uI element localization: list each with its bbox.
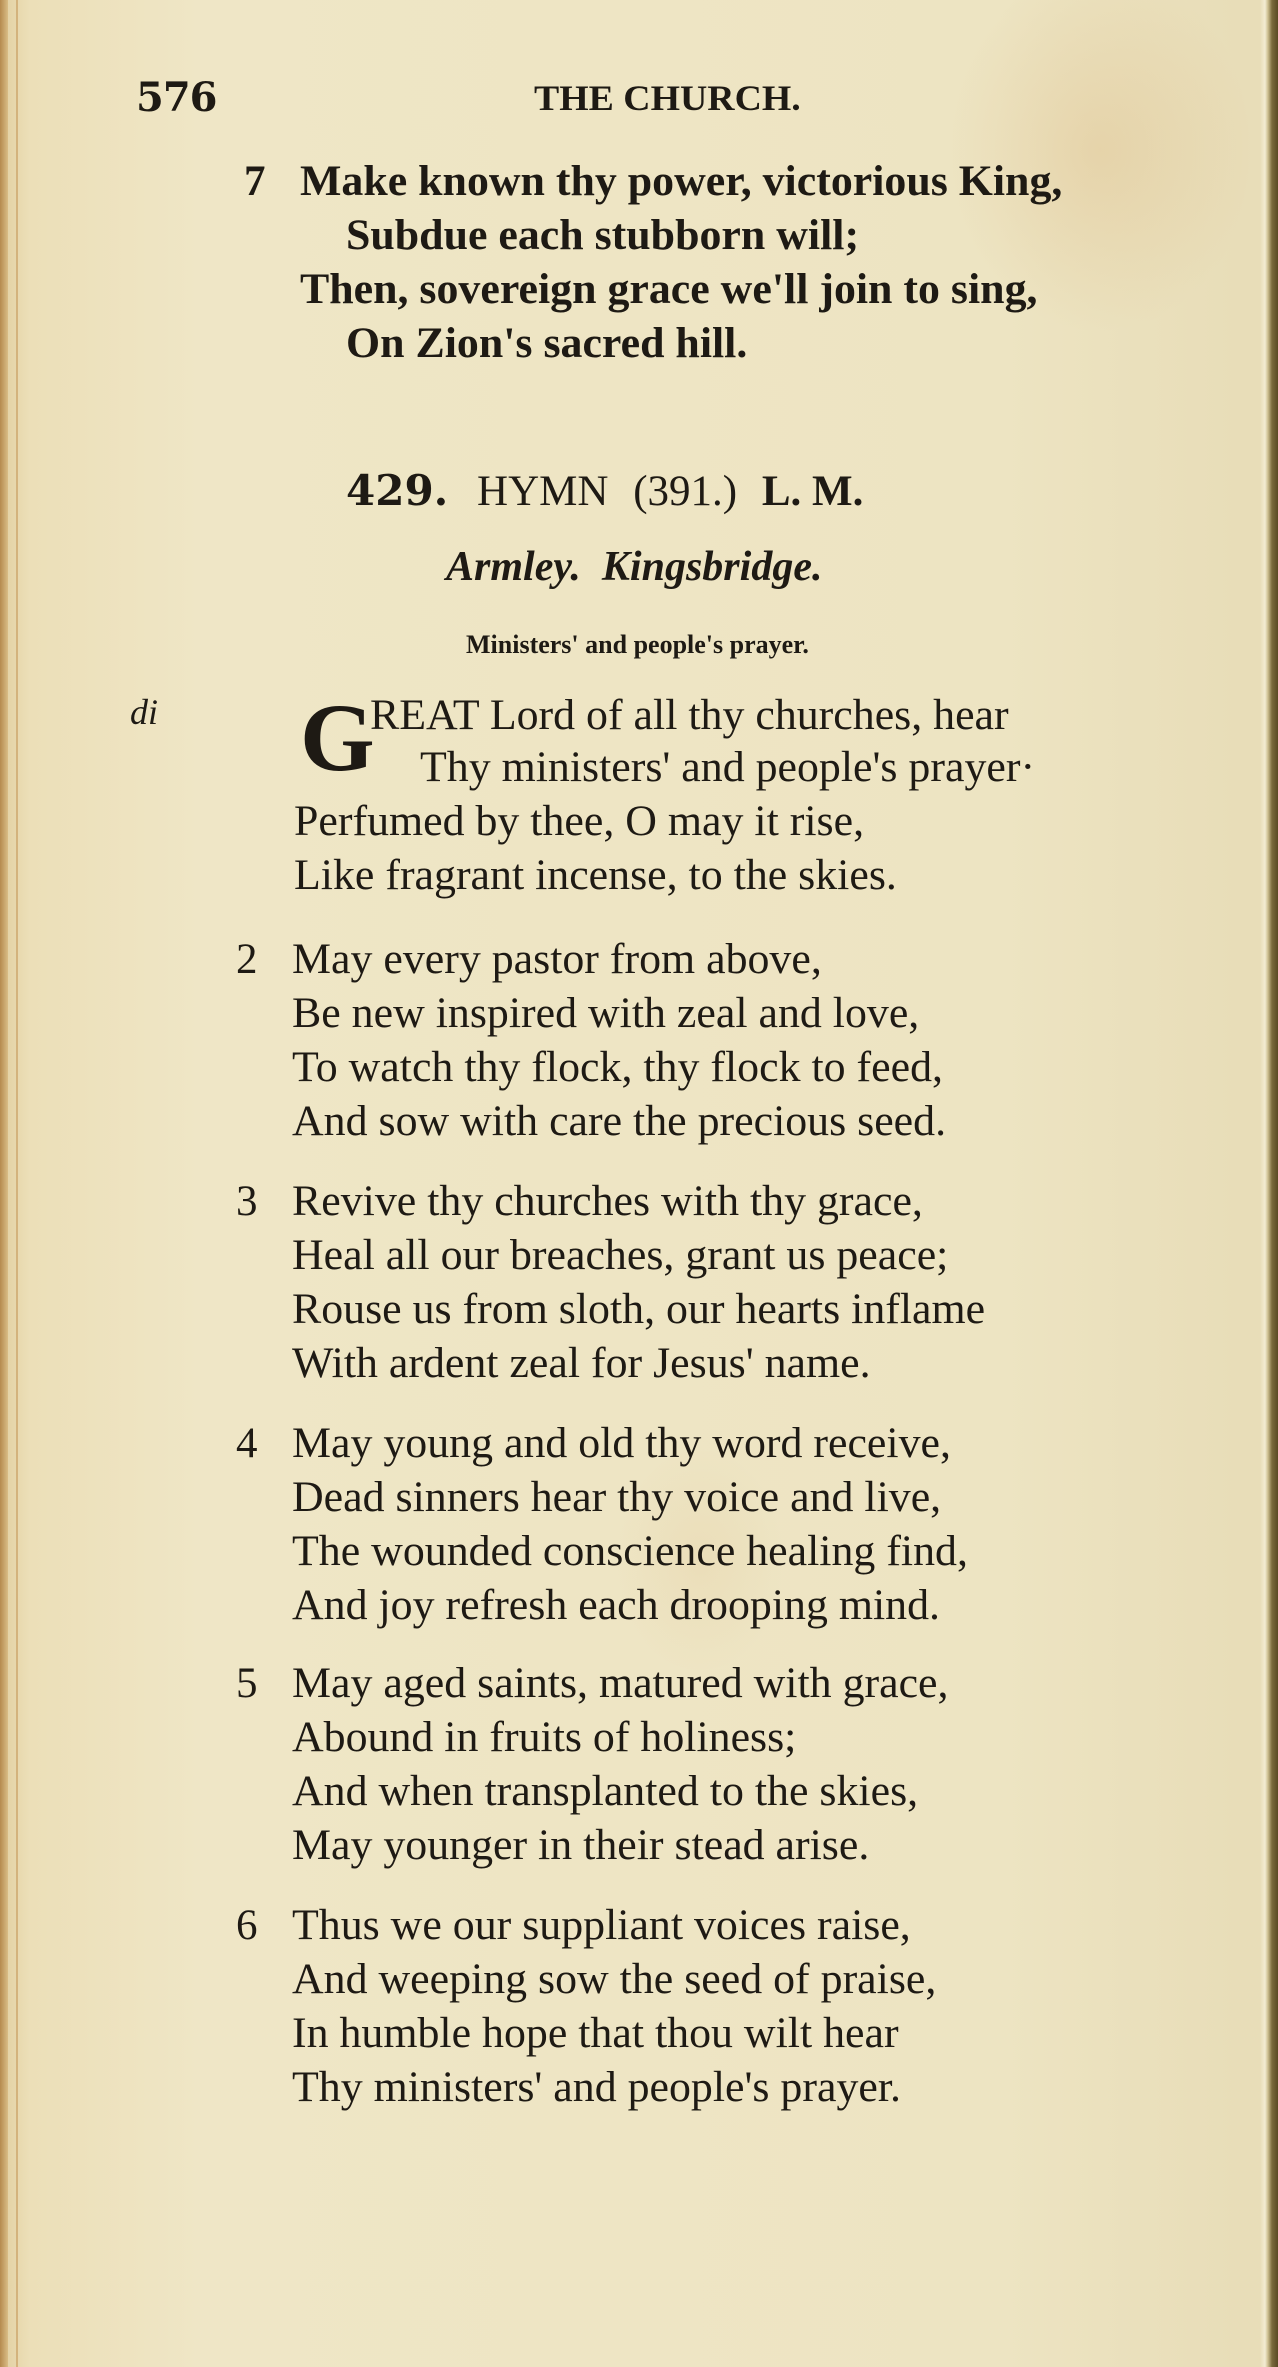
stanza-number: 6 — [236, 1902, 258, 1949]
tune-names: Armley. Kingsbridge. — [446, 544, 823, 590]
page-right-edge — [1260, 0, 1278, 2367]
page-gutter-line — [16, 0, 18, 2367]
verse-line: Abound in fruits of holiness; — [292, 1714, 797, 1761]
verse-line: Subdue each stubborn will; — [346, 212, 860, 259]
verse-line: And when transplanted to the skies, — [292, 1768, 919, 1815]
stanza-number: 2 — [236, 936, 258, 983]
verse-line: Be new inspired with zeal and love, — [292, 990, 920, 1037]
page-left-edge — [0, 0, 8, 2367]
hymn-meter: L. M. — [761, 468, 864, 515]
verse-line: Like fragrant incense, to the skies. — [294, 852, 897, 899]
verse-line: May aged saints, matured with grace, — [292, 1660, 949, 1707]
verse-line: Thy ministers' and people's prayer. — [292, 2064, 901, 2111]
hymn-heading — [346, 466, 864, 515]
verse-line: May younger in their stead arise. — [292, 1822, 870, 1869]
stanza-number: 5 — [236, 1660, 258, 1707]
verse-line: Make known thy power, victorious King, — [300, 158, 1063, 205]
verse-line: Perfumed by thee, O may it rise, — [294, 798, 865, 845]
hymn-cross-reference: (391.) — [633, 468, 738, 515]
margin-annotation: di — [130, 692, 159, 732]
verse-line: Dead sinners hear thy voice and live, — [292, 1474, 942, 1521]
verse-line: The wounded conscience healing find, — [292, 1528, 968, 1575]
verse-line: On Zion's sacred hill. — [346, 320, 748, 367]
stanza-number: 7 — [244, 158, 266, 205]
verse-line: REAT Lord of all thy churches, hear — [370, 692, 1009, 739]
verse-line: In humble hope that thou wilt hear — [292, 2010, 899, 2057]
stanza-number: 3 — [236, 1178, 258, 1225]
verse-line: Rouse us from sloth, our hearts inflame — [292, 1286, 986, 1333]
verse-line: May every pastor from above, — [292, 936, 822, 983]
page-number: 576 — [136, 74, 217, 121]
hymn-number: 429. — [346, 466, 449, 515]
stanza-number: 4 — [236, 1420, 258, 1467]
verse-line: To watch thy flock, thy flock to feed, — [292, 1044, 943, 1091]
running-title: THE CHURCH. — [534, 78, 801, 118]
verse-line: And weeping sow the seed of praise, — [292, 1956, 937, 2003]
hymn-subtitle: Ministers' and people's prayer. — [466, 630, 809, 659]
verse-line: Then, sovereign grace we'll join to sing, — [300, 266, 1038, 313]
verse-line: Thus we our suppliant voices raise, — [292, 1902, 911, 1949]
verse-line: And sow with care the precious seed. — [292, 1098, 947, 1145]
verse-line: Thy ministers' and people's prayer· — [420, 744, 1036, 791]
verse-line: And joy refresh each drooping mind. — [292, 1582, 940, 1629]
verse-line: With ardent zeal for Jesus' name. — [292, 1340, 871, 1387]
verse-line: Heal all our breaches, grant us peace; — [292, 1232, 949, 1279]
hymn-label: HYMN — [477, 468, 609, 515]
verse-line: Revive thy churches with thy grace, — [292, 1178, 923, 1225]
verse-line: May young and old thy word receive, — [292, 1420, 951, 1467]
drop-cap: G — [300, 684, 375, 791]
